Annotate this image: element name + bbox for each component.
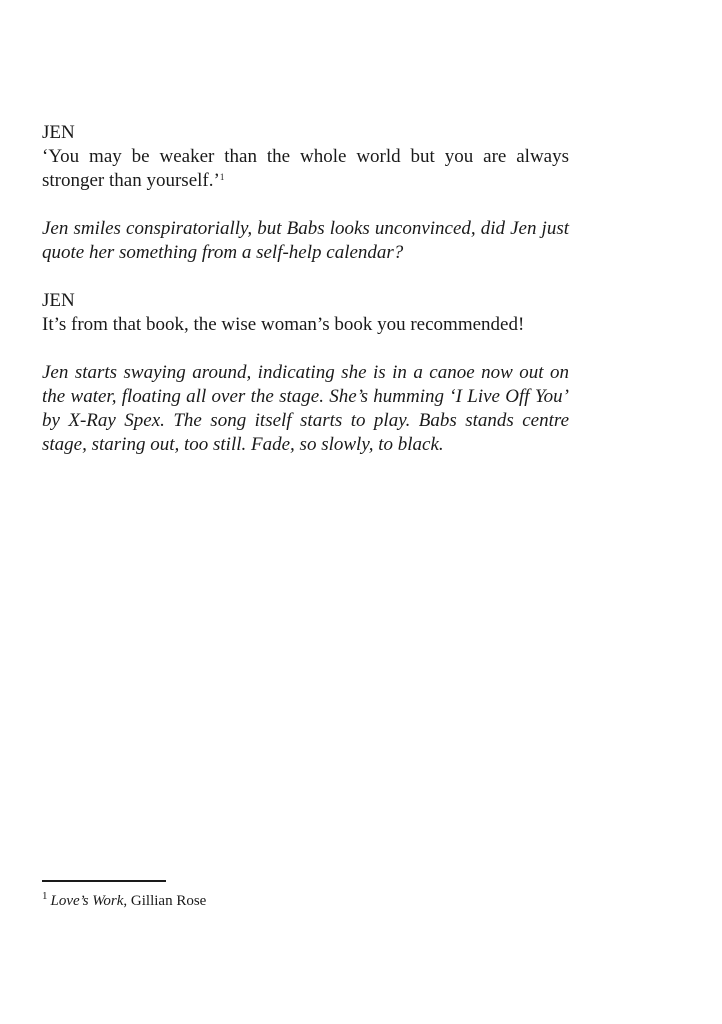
- stage-direction: Jen smiles conspiratorially, but Babs looks unconvinced, did Jen just quote her something from a self-help calendar?: [42, 218, 569, 263]
- dialogue-block: [42, 289, 569, 337]
- dialogue-line: [42, 145, 569, 193]
- dialogue-line: It’s from that book, the wise woman’s book you recommended!: [42, 314, 525, 335]
- stage-direction-block: [42, 217, 569, 265]
- footnote-book-title: Love’s Work: [50, 893, 124, 909]
- script-body: [42, 121, 569, 481]
- dialogue-block: [42, 121, 569, 193]
- stage-direction-block: [42, 361, 569, 457]
- footnote: [42, 891, 569, 911]
- footnote-separator: ,: [123, 893, 131, 909]
- speaker-name: JEN: [42, 290, 75, 311]
- speaker-name: JEN: [42, 122, 75, 143]
- dialogue-text: ‘You may be weaker than the whole world but you are always stronger than yourself.’: [42, 146, 569, 191]
- footnote-divider: [42, 880, 166, 882]
- stage-direction: Jen starts swaying around, indicating she is in a canoe now out on the water, floating all over the stage. She’s humming ‘I Live Off You’ by X-Ray Spex. The song itself starts to play. Babs stands centre stage, staring out, too still. Fade, so slowly, to black.: [42, 362, 569, 455]
- footnote-reference: 1: [219, 172, 225, 182]
- footnote-number: 1: [42, 890, 48, 902]
- footnote-author: Gillian Rose: [130, 893, 207, 909]
